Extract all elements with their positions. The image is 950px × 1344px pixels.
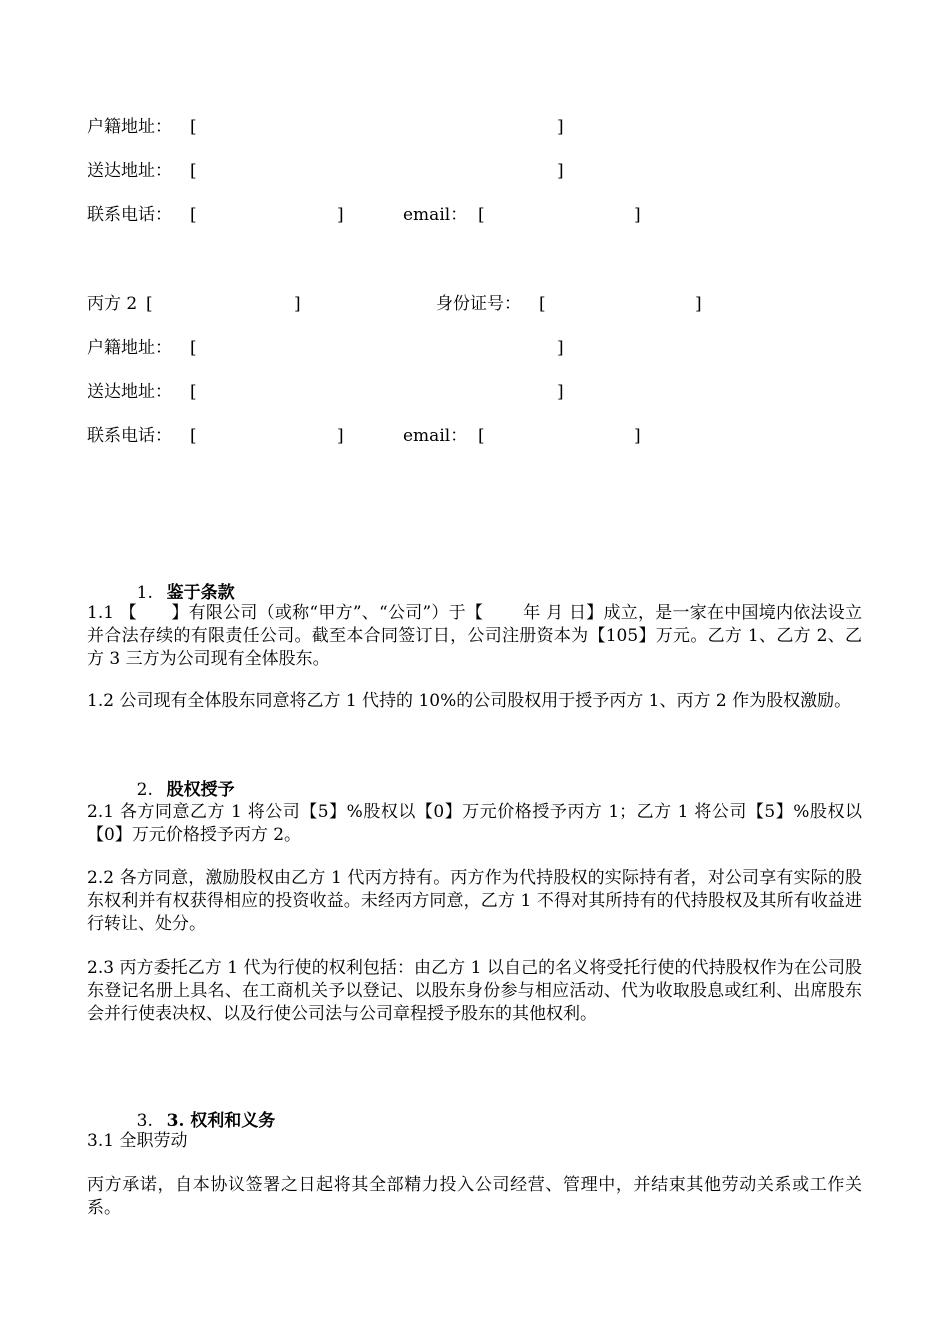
section-number: 1. bbox=[136, 583, 153, 603]
bracket-open: [ bbox=[478, 205, 485, 225]
bracket-close: ] bbox=[557, 117, 564, 137]
email-label: email： bbox=[403, 426, 468, 446]
section-number: 2. bbox=[136, 780, 153, 800]
household-address-label: 户籍地址： bbox=[87, 338, 172, 358]
section-title: 鉴于条款 bbox=[166, 583, 235, 603]
delivery-address-label: 送达地址： bbox=[87, 161, 172, 181]
clause-3-1-title: 3.1 全职劳动 bbox=[87, 1131, 188, 1151]
phone-label: 联系电话： bbox=[87, 205, 172, 225]
clause-2-1: 2.1 各方同意乙方 1 将公司【5】%股权以【0】万元价格授予丙方 1；乙方 1 将公司【5】%股权以【0】万元价格授予丙方 2。 bbox=[87, 802, 862, 845]
clause-2-3: 2.3 丙方委托乙方 1 代为行使的权利包括：由乙方 1 以自己的名义将受托行使的代持股权作为在公司股东登记名册上具名、在工商机关予以登记、以股东身份参与相应活动、代为收取股息或红利、出席股东会并行使表决权、以及行使公司法与公司章程授予股东的其他权利。 bbox=[87, 958, 862, 1024]
bracket-close: ] bbox=[695, 294, 702, 314]
phone-label: 联系电话： bbox=[87, 426, 172, 446]
bracket-close: ] bbox=[294, 294, 301, 314]
bracket-close: ] bbox=[337, 426, 344, 446]
section-title: 股权授予 bbox=[166, 780, 235, 800]
bracket-close: ] bbox=[337, 205, 344, 225]
bracket-open: [ bbox=[146, 294, 153, 314]
clause-2-2: 2.2 各方同意，激励股权由乙方 1 代丙方持有。丙方作为代持股权的实际持有者，对公司享有实际的股东权利并有权获得相应的投资收益。未经丙方同意，乙方 1 不得对其所持有的代持股权及其所有收益进行转让、处分。 bbox=[87, 868, 862, 934]
bracket-close: ] bbox=[634, 426, 641, 446]
clause-1-2: 1.2 公司现有全体股东同意将乙方 1 代持的 10%的公司股权用于授予丙方 1、丙方 2 作为股权激励。 bbox=[87, 691, 852, 711]
bracket-close: ] bbox=[557, 161, 564, 181]
bracket-open: [ bbox=[190, 382, 197, 402]
clause-1-1: 1.1 【 】有限公司（或称“甲方”、“公司”）于【 年 月 日】成立，是一家在中国境内依法设立并合法存续的有限责任公司。截至本合同签订日，公司注册资本为【105】万元。乙方 1、乙方 2、乙方 3 三方为公司现有全体股东。 bbox=[87, 603, 862, 669]
bracket-open: [ bbox=[190, 117, 197, 137]
party-c2-name-label: 丙方 2 bbox=[87, 294, 138, 314]
id-number-label: 身份证号： bbox=[436, 294, 521, 314]
bracket-open: [ bbox=[190, 161, 197, 181]
bracket-close: ] bbox=[557, 382, 564, 402]
bracket-open: [ bbox=[190, 205, 197, 225]
bracket-close: ] bbox=[557, 338, 564, 358]
bracket-open: [ bbox=[190, 426, 197, 446]
section-title: 3. 权利和义务 bbox=[166, 1111, 276, 1131]
bracket-open: [ bbox=[190, 338, 197, 358]
delivery-address-label: 送达地址： bbox=[87, 382, 172, 402]
clause-3-1-body: 丙方承诺，自本协议签署之日起将其全部精力投入公司经营、管理中，并结束其他劳动关系或工作关系。 bbox=[87, 1175, 862, 1218]
bracket-open: [ bbox=[539, 294, 546, 314]
email-label: email： bbox=[403, 205, 468, 225]
household-address-label: 户籍地址： bbox=[87, 117, 172, 137]
bracket-close: ] bbox=[634, 205, 641, 225]
section-number: 3. bbox=[136, 1111, 153, 1131]
bracket-open: [ bbox=[478, 426, 485, 446]
